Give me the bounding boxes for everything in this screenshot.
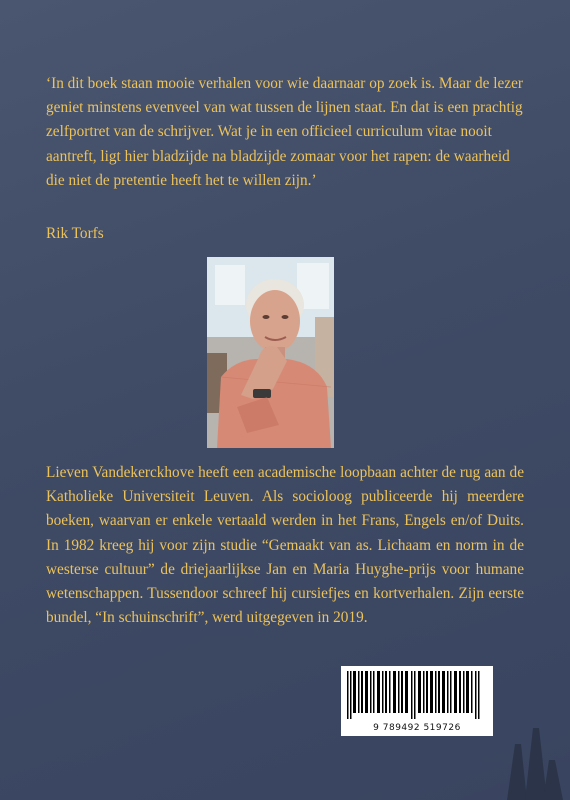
quote-author: Rik Torfs <box>46 225 104 242</box>
author-photo <box>207 257 334 448</box>
isbn-number: 9 789492 519726 <box>373 723 461 733</box>
isbn-barcode <box>341 666 493 736</box>
blurb-quote: ‘In dit boek staan mooie verhalen voor wie daarnaar op zoek is. Maar de lezer geniet minstens evenveel van wat tussen de lijnen staat. En dat is een prachtig zelfportret van de schrijver. Wat je in een officieel curriculum vitae nooit aantreft, ligt hier bladzijde na bladzijde zomaar voor het rapen: de waarheid die niet de pretentie heeft het te willen zijn.’ <box>46 75 523 189</box>
publisher-logo <box>497 714 567 800</box>
author-bio: Lieven Vandekerckhove heeft een academische loopbaan achter de rug aan de Katholieke Universiteit Leuven. Als socioloog publiceerde hij meerdere boeken, waarvan er enkele vertaald werden in het Frans, Engels en/of Duits. In 1982 kreeg hij voor zijn studie “Gemaakt van as. Lichaam en norm in de westerse cultuur” de driejaarlijkse Jan en Maria Huyghe-prijs voor humane wetenschappen. Tussendoor schreef hij cursiefjes en kortverhalen. Zijn eerste bundel, “In schuinschrift”, werd uitgegeven in 2019. <box>46 464 524 627</box>
